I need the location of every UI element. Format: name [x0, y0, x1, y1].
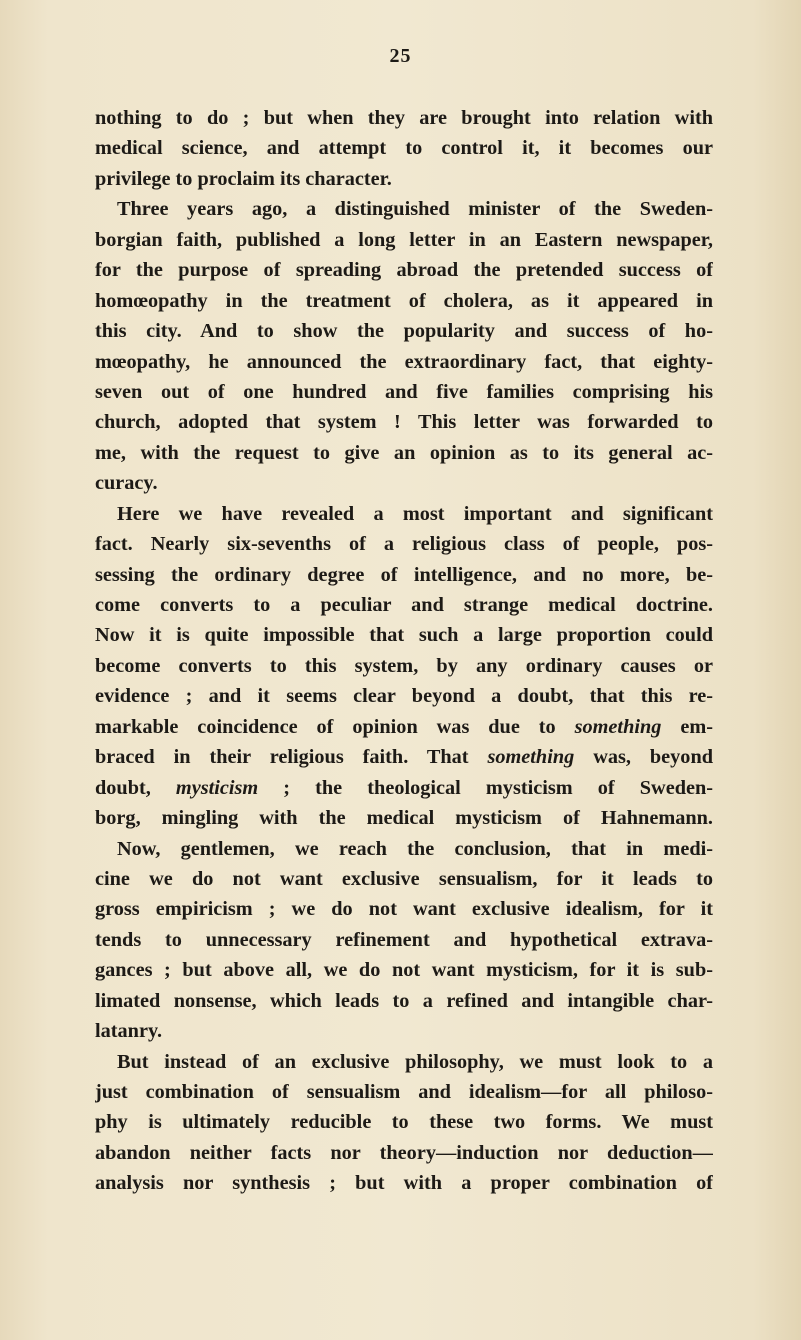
text-line — [95, 681, 713, 711]
text-line — [95, 377, 713, 407]
text-line — [95, 834, 713, 864]
text-line — [95, 164, 713, 194]
text-line — [95, 1138, 713, 1168]
text-line — [95, 286, 713, 316]
text-line — [95, 712, 713, 742]
text-line — [95, 1016, 713, 1046]
page-number: 25 — [389, 45, 412, 67]
text-line — [95, 255, 713, 285]
text-segment: borg, mingling with the medical mysticism of Hahnemann. — [95, 807, 713, 830]
text-line — [95, 499, 713, 529]
text-segment: doubt, — [95, 776, 176, 799]
text-segment: evidence ; and it seems clear beyond a doubt, that this re- — [95, 685, 713, 708]
text-segment: markable coincidence of opinion was due to — [95, 715, 575, 738]
text-line — [95, 803, 713, 833]
text-line — [95, 438, 713, 468]
text-line — [95, 347, 713, 377]
body-text — [95, 103, 713, 1199]
text-line — [95, 955, 713, 985]
italic-text: something — [574, 715, 662, 738]
text-line — [95, 1107, 713, 1137]
text-line — [95, 407, 713, 437]
text-segment: ; the theological mysticism of Sweden- — [258, 776, 713, 799]
italic-text: something — [487, 746, 575, 769]
text-segment: But instead of an exclusive philosophy, we must look to a — [117, 1050, 713, 1073]
text-segment: borgian faith, published a long letter in an Eastern newspaper, — [95, 228, 713, 251]
text-segment: gances ; but above all, we do not want mysticism, for it is sub- — [95, 959, 713, 982]
text-segment: braced in their religious faith. That — [95, 746, 488, 769]
text-line — [95, 1077, 713, 1107]
text-line — [95, 894, 713, 924]
text-segment: Here we have revealed a most important and significant — [117, 502, 713, 525]
text-line — [95, 194, 713, 224]
text-segment: become converts to this system, by any ordinary causes or — [95, 654, 713, 677]
text-line — [95, 1168, 713, 1198]
text-segment: homœopathy in the treatment of cholera, as it appeared in — [95, 289, 713, 312]
text-segment: medical science, and attempt to control it, it becomes our — [95, 137, 713, 160]
text-segment: church, adopted that system ! This letter was forwarded to — [95, 411, 713, 434]
text-segment: me, with the request to give an opinion as to its general ac- — [95, 441, 713, 464]
text-line — [95, 864, 713, 894]
text-line — [95, 133, 713, 163]
text-segment: seven out of one hundred and five families comprising his — [95, 380, 713, 403]
text-line — [95, 560, 713, 590]
text-segment: analysis nor synthesis ; but with a proper combination of — [95, 1172, 713, 1195]
text-segment: just combination of sensualism and idealism—for all philoso- — [95, 1081, 713, 1103]
text-line — [95, 316, 713, 346]
text-segment: gross empiricism ; we do not want exclusive idealism, for it — [95, 898, 713, 921]
text-line — [95, 986, 713, 1016]
text-segment: curacy. — [95, 472, 158, 495]
text-segment: for the purpose of spreading abroad the pretended success of — [95, 259, 713, 282]
text-segment: fact. Nearly six-sevenths of a religious class of people, pos- — [95, 533, 713, 556]
text-line — [95, 103, 713, 133]
text-line — [95, 620, 713, 650]
text-segment: latanry. — [95, 1020, 163, 1043]
text-segment: nothing to do ; but when they are brought into relation with — [95, 107, 713, 129]
italic-text: mysticism — [175, 776, 259, 799]
text-line — [95, 651, 713, 681]
text-segment: this city. And to show the popularity and success of ho- — [95, 320, 713, 343]
text-segment: limated nonsense, which leads to a refined and intangible char- — [95, 989, 713, 1012]
text-segment: tends to unnecessary refinement and hypothetical extrava- — [95, 928, 713, 951]
text-segment: Three years ago, a distinguished minister of the Sweden- — [117, 198, 713, 221]
text-line — [95, 773, 713, 803]
text-line — [95, 468, 713, 498]
text-segment: Now, gentlemen, we reach the conclusion, that in medi- — [117, 837, 713, 860]
text-segment: was, beyond — [574, 746, 713, 769]
text-segment: cine we do not want exclusive sensualism, for it leads to — [95, 867, 713, 890]
text-segment: come converts to a peculiar and strange medical doctrine. — [95, 594, 713, 616]
text-line — [95, 529, 713, 559]
text-segment: mœopathy, he announced the extraordinary fact, that eighty- — [95, 350, 713, 373]
text-line — [95, 225, 713, 255]
text-line — [95, 1047, 713, 1077]
text-line — [95, 590, 713, 620]
text-segment: abandon neither facts nor theory—induction nor deduction— — [95, 1141, 713, 1164]
text-segment: sessing the ordinary degree of intelligence, and no more, be- — [95, 563, 713, 586]
text-segment: Now it is quite impossible that such a large proportion could — [95, 624, 713, 647]
text-line — [95, 925, 713, 955]
text-segment: em- — [661, 715, 713, 738]
text-segment: phy is ultimately reducible to these two forms. We must — [95, 1111, 713, 1134]
text-segment: privilege to proclaim its character. — [95, 167, 392, 190]
text-line — [95, 742, 713, 772]
